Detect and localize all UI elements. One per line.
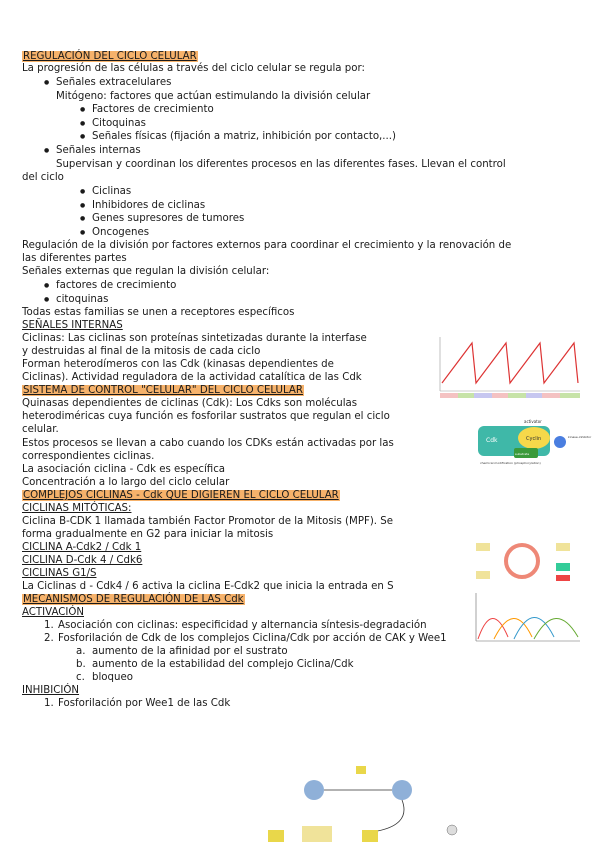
g1s-heading: CICLINAS G1/S bbox=[22, 568, 97, 579]
sistema-line-4: Estos procesos se llevan a cabo cuando los CDKs están activadas por las bbox=[22, 438, 394, 449]
num-a2: 2. bbox=[44, 633, 54, 644]
externas-label: Señales externas que regulan la división celular: bbox=[22, 266, 270, 277]
bullet-senales-fisicas: ● Señales físicas (fijación a matriz, inhibición por contacto,...) bbox=[92, 131, 396, 143]
sistema-line-6: La asociación ciclina - Cdk es específica bbox=[22, 464, 226, 475]
bullet-genes: ● Genes supresores de tumores bbox=[92, 213, 244, 225]
reg-box-3 bbox=[362, 830, 378, 842]
bullet-ciclinas: ● Ciclinas bbox=[92, 186, 131, 198]
regulation-figure bbox=[262, 760, 474, 848]
intro-text: La progresión de las células a través del ciclo celular se regula por: bbox=[22, 63, 365, 74]
ciclinas-line-3: Forman heterodímeros con las Cdk (kinasas dependientes de bbox=[22, 359, 334, 370]
g1s-text: La Ciclinas d - Cdk4 / 6 activa la ciclina E-Cdk2 que inicia la entrada en S bbox=[22, 581, 394, 592]
kinase-label: kinase-inhibitor bbox=[568, 435, 592, 439]
reg-complex-2 bbox=[392, 780, 412, 800]
internas-desc-1: Supervisan y coordinan los diferentes procesos en las diferentes fases. Llevan el control bbox=[56, 159, 506, 170]
cycle-box-4 bbox=[556, 575, 570, 581]
senales-internas-heading: SEÑALES INTERNAS bbox=[22, 320, 123, 331]
cycle-box-3 bbox=[556, 563, 570, 571]
ciclina-d-heading: CICLINA D-Cdk 4 / Cdk6 bbox=[22, 555, 143, 566]
activacion-1: Asociación con ciclinas: especificidad y alternancia síntesis-degradación bbox=[58, 620, 427, 631]
cycle-box-5 bbox=[476, 571, 490, 579]
sub-c: bloqueo bbox=[92, 672, 133, 683]
sub-b: aumento de la estabilidad del complejo Ciclina/Cdk bbox=[92, 659, 354, 670]
sistema-line-1: Quinasas dependientes de ciclinas (Cdk): Los Cdks son moléculas bbox=[22, 398, 358, 409]
mitogeno-text: Mitógeno: factores que actúan estimulando la división celular bbox=[56, 91, 371, 102]
bullet-extracelulares: ● Señales extracelulares bbox=[56, 77, 171, 89]
kinase-shape bbox=[554, 436, 566, 448]
cdk-label: Cdk bbox=[486, 437, 498, 444]
mecanismos-title: MECANISMOS DE REGULACIÓN DE LAS Cdk bbox=[23, 594, 244, 605]
sub-b-label: b. bbox=[76, 659, 86, 670]
regulacion-text-2: las diferentes partes bbox=[22, 253, 127, 264]
reg-wee1 bbox=[356, 766, 366, 774]
bullet-ext-factores: ● factores de crecimiento bbox=[56, 280, 176, 292]
inhibicion-heading: INHIBICIÓN bbox=[22, 685, 80, 696]
bullet-internas: ● Señales internas bbox=[56, 145, 141, 157]
activator-label: activator bbox=[524, 419, 542, 424]
title-text: REGULACIÓN DEL CICLO CELULAR bbox=[23, 51, 197, 62]
cycle-box-2 bbox=[556, 543, 570, 551]
sistema-line-5: correspondientes ciclinas. bbox=[22, 451, 155, 462]
reg-circle bbox=[447, 825, 457, 835]
complejos-title: COMPLEJOS CICLINAS - Cdk QUE DIGIEREN EL CICLO CELULAR bbox=[23, 490, 339, 501]
mitoticas-line-1: Ciclina B-CDK 1 llamada también Factor Promotor de la Mitosis (MPF). Se bbox=[22, 516, 394, 527]
bullet-ext-citoquinas: ● citoquinas bbox=[56, 294, 108, 306]
inhibicion-1: Fosforilación por Wee1 de las Cdk bbox=[58, 698, 231, 709]
sistema-line-2: heterodiméricas cuya función es fosforilar sustratos que regulan el ciclo bbox=[22, 411, 390, 422]
familias-text: Todas estas familias se unen a receptores específicos bbox=[22, 307, 295, 318]
sub-a-label: a. bbox=[76, 646, 86, 657]
sub-c-label: c. bbox=[76, 672, 85, 683]
reg-complex-1 bbox=[304, 780, 324, 800]
mitoticas-line-2: forma gradualmente en G2 para iniciar la mitosis bbox=[22, 529, 274, 540]
cycle-box-1 bbox=[476, 543, 490, 551]
sub-a: aumento de la afinidad por el sustrato bbox=[92, 646, 288, 657]
activacion-heading: ACTIVACIÓN bbox=[22, 607, 84, 618]
substrate-label: substrate bbox=[515, 452, 530, 456]
ciclina-a-heading: CICLINA A-Cdk2 / Cdk 1 bbox=[22, 542, 142, 553]
num-i1: 1. bbox=[44, 698, 54, 709]
mitoticas-heading: CICLINAS MITÓTICAS: bbox=[22, 503, 132, 514]
bullet-factores: ● Factores de crecimiento bbox=[92, 104, 214, 116]
internas-desc-2: del ciclo bbox=[22, 172, 64, 183]
num-a1: 1. bbox=[44, 620, 54, 631]
ciclinas-line-4: Ciclinas). Actividad reguladora de la actividad catalítica de las Cdk bbox=[22, 372, 362, 383]
sistema-line-7: Concentración a lo largo del ciclo celular bbox=[22, 477, 230, 488]
activacion-2: Fosforilación de Cdk de los complejos Ciclina/Cdk por acción de CAK y Wee1 bbox=[58, 633, 447, 644]
wave-phase-bar bbox=[440, 393, 580, 398]
bullet-oncogenes: ● Oncogenes bbox=[92, 227, 149, 239]
cyclin-label: Cyclin bbox=[526, 436, 542, 442]
sistema-line-3: celular. bbox=[22, 424, 59, 435]
reg-box-2 bbox=[302, 826, 332, 842]
bullet-inhibidores: ● Inhibidores de ciclinas bbox=[92, 200, 205, 212]
ciclinas-line-1: Ciclinas: Las ciclinas son proteínas sintetizadas durante la interfase bbox=[22, 333, 367, 344]
bullet-citoquinas: ● Citoquinas bbox=[92, 118, 146, 130]
cyclin-wave-figure bbox=[432, 333, 582, 401]
complejos-heading bbox=[22, 490, 340, 502]
page-title bbox=[22, 51, 198, 63]
regulacion-text-1: Regulación de la división por factores externos para coordinar el crecimiento y la renovación de bbox=[22, 240, 512, 251]
cdk-cyclin-figure bbox=[472, 418, 592, 468]
mecanismos-heading bbox=[22, 594, 245, 606]
sistema-title: SISTEMA DE CONTROL "CELULAR" DEL CICLO CELULAR bbox=[23, 385, 303, 396]
ciclinas-line-2: y destruidas al final de la mitosis de cada ciclo bbox=[22, 346, 261, 357]
reg-box-1 bbox=[268, 830, 284, 842]
cyclin-cycle-figure bbox=[470, 533, 582, 645]
mod-label: chemical modification (phosphorylation) bbox=[480, 461, 541, 465]
sistema-heading bbox=[22, 385, 304, 397]
